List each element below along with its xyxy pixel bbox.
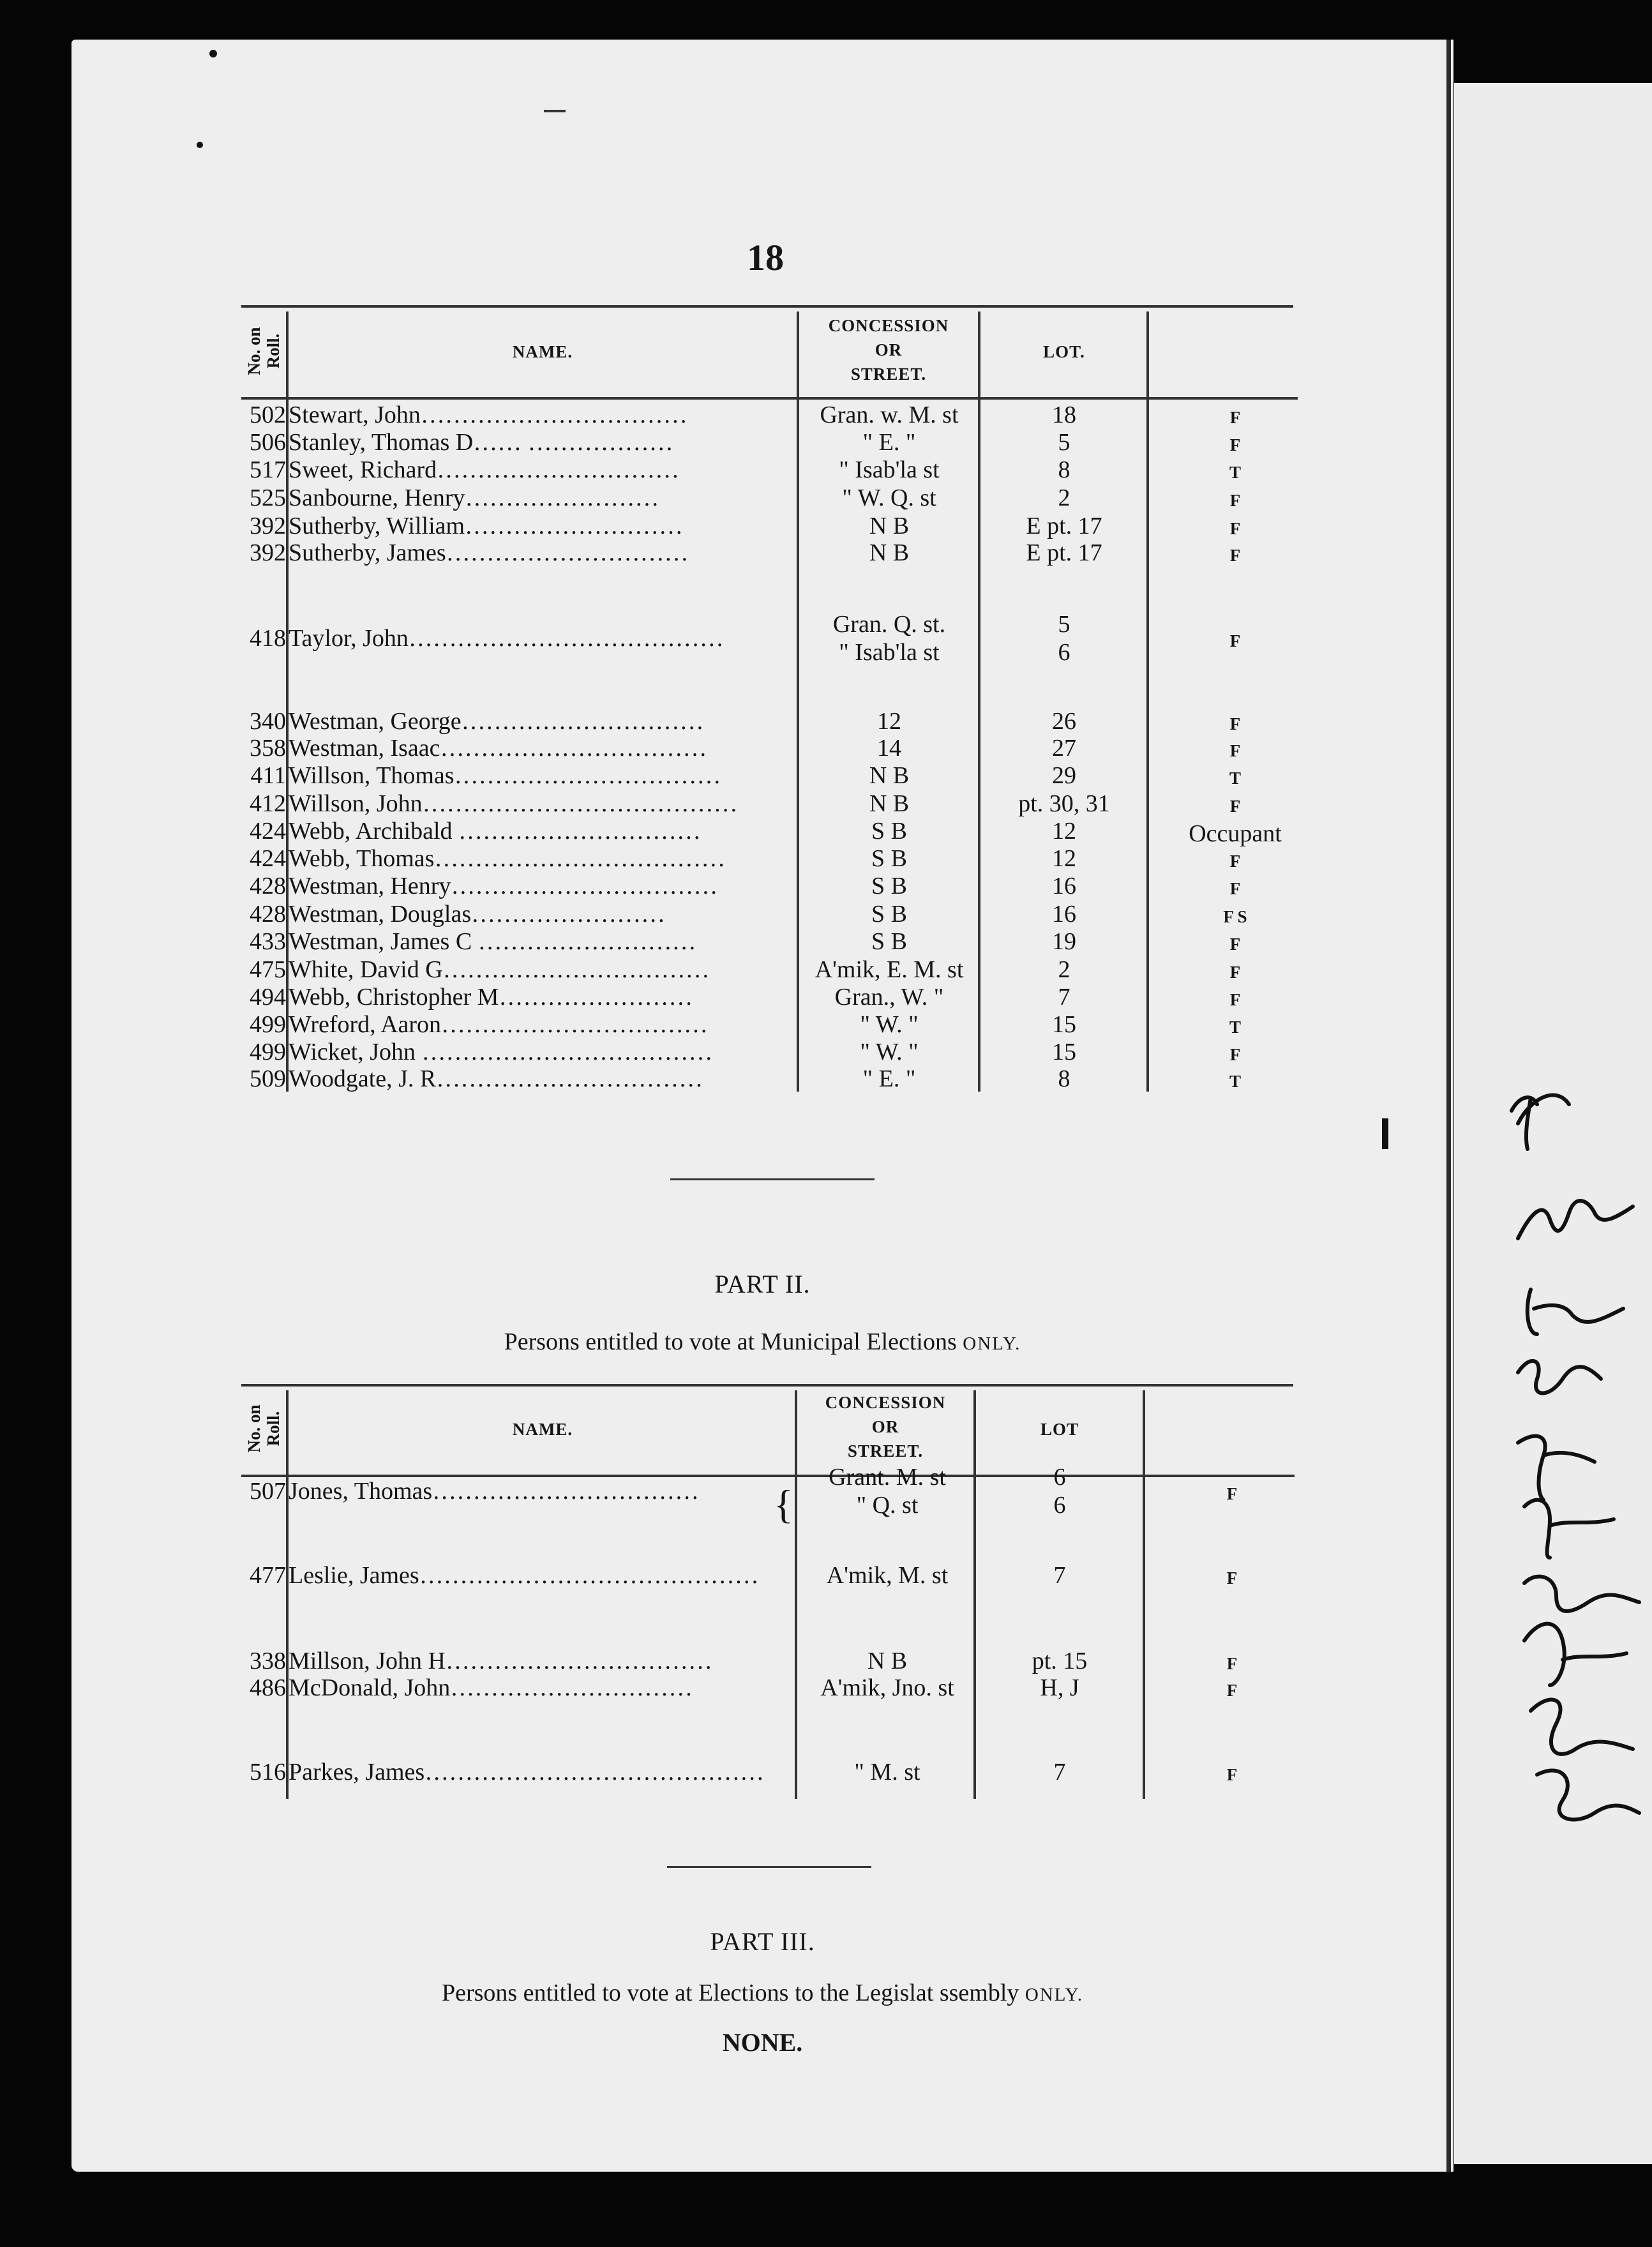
part3-subheading: Persons entitled to vote at Elections to the Legislat ssembly ONLY. <box>441 1980 1084 2006</box>
voter-name: Stanley, Thomas D…… ……………… <box>289 429 673 456</box>
voter-name: Willson, Thomas…………………………… <box>289 762 721 789</box>
rule <box>241 305 1293 308</box>
roll-number: 507 <box>250 1478 286 1505</box>
lot: H, J <box>1040 1674 1079 1701</box>
voter-name: Wicket, John ……………………………… <box>289 1039 713 1065</box>
roll-number: 392 <box>250 513 286 539</box>
title-code: F <box>1229 879 1241 898</box>
title-code: T <box>1229 769 1241 788</box>
voter-name: Taylor, John………………………………… <box>289 625 724 652</box>
voter-name: Westman, Henry…………………………… <box>289 873 718 899</box>
concession: S B <box>871 873 907 899</box>
title-code: Occupant <box>1189 820 1282 847</box>
voter-name: Webb, Thomas……………………………… <box>289 845 726 872</box>
roll-number: 392 <box>250 539 286 566</box>
concession: Gran. Q. st. <box>832 611 946 638</box>
roll-number: 509 <box>250 1065 286 1092</box>
roll-number: 424 <box>250 818 286 845</box>
part3-none: NONE. <box>722 2028 803 2057</box>
lot: E pt. 17 <box>1026 539 1102 566</box>
roll-number: 502 <box>250 402 286 428</box>
roll-number: 475 <box>250 956 286 983</box>
header-concession: CONCESSION OR STREET. <box>825 1393 946 1461</box>
lot: 5 <box>1058 611 1070 638</box>
header-no-on-roll: No. on Roll. <box>244 327 283 375</box>
title-code: F <box>1229 546 1241 565</box>
title-code: F <box>1229 714 1241 733</box>
concession: N B <box>869 539 910 566</box>
roll-number: 412 <box>250 790 286 817</box>
title-code: F <box>1226 1568 1238 1588</box>
separator-rule <box>670 1178 875 1180</box>
concession: A'mik, Jno. st <box>820 1674 954 1701</box>
roll-number: 499 <box>250 1011 286 1038</box>
header-name: NAME. <box>512 1420 573 1439</box>
lot: 15 <box>1052 1011 1076 1038</box>
concession: " Isab'la st <box>839 639 940 666</box>
roll-number: 517 <box>250 456 286 483</box>
bracket-brace: { <box>774 1482 793 1527</box>
concession: A'mik, E. M. st <box>815 956 964 983</box>
page-number: 18 <box>747 237 784 278</box>
voter-name: Leslie, James…………………………………… <box>289 1562 759 1589</box>
title-code: F <box>1229 1045 1241 1064</box>
lot: 6 <box>1053 1464 1066 1491</box>
concession: " W. Q. st <box>842 485 936 511</box>
roll-number: 428 <box>250 901 286 928</box>
concession: Gran., W. " <box>834 984 944 1011</box>
title-code: F <box>1229 631 1241 650</box>
title-code: F <box>1229 519 1241 538</box>
lot: E pt. 17 <box>1026 513 1102 539</box>
roll-number: 358 <box>250 735 286 762</box>
voter-name: Willson, John………………………………… <box>289 790 738 817</box>
concession: 14 <box>877 735 901 762</box>
lot: 8 <box>1058 456 1070 483</box>
roll-number: 424 <box>250 845 286 872</box>
voter-name: Jones, Thomas…………………………… <box>289 1478 700 1505</box>
concession: Grant. M. st <box>829 1464 946 1491</box>
concession: " M. st <box>854 1759 920 1785</box>
roll-number: 525 <box>250 485 286 511</box>
roll-number: 516 <box>250 1759 286 1785</box>
concession: N B <box>867 1648 908 1674</box>
voter-name: Woodgate, J. R…………………………… <box>289 1065 703 1092</box>
lot: 5 <box>1058 429 1070 456</box>
voter-name: Sanbourne, Henry…………………… <box>289 485 659 511</box>
lot: 7 <box>1053 1562 1066 1589</box>
header-lot: LOT <box>1040 1420 1079 1439</box>
column-rule <box>973 1390 976 1799</box>
lot: 8 <box>1058 1065 1070 1092</box>
title-code: F S <box>1223 907 1247 926</box>
title-code: F <box>1226 1654 1238 1673</box>
lot: pt. 15 <box>1032 1648 1088 1674</box>
voter-name: Wreford, Aaron…………………………… <box>289 1011 709 1038</box>
concession: Gran. w. M. st <box>820 402 959 428</box>
concession: S B <box>871 928 907 955</box>
lot: 29 <box>1052 762 1076 789</box>
title-code: F <box>1229 990 1241 1009</box>
lot: 15 <box>1052 1039 1076 1065</box>
title-code: T <box>1229 1072 1241 1091</box>
roll-number: 494 <box>250 984 286 1011</box>
lot: 18 <box>1052 402 1076 428</box>
concession: N B <box>869 762 910 789</box>
lot: 12 <box>1052 845 1076 872</box>
concession: S B <box>871 901 907 928</box>
scan-mark <box>1382 1118 1388 1149</box>
title-code: F <box>1229 963 1241 982</box>
voter-name: Webb, Christopher M…………………… <box>289 984 693 1011</box>
concession: " E. " <box>862 429 916 456</box>
title-code: F <box>1229 741 1241 760</box>
title-code: T <box>1229 1018 1241 1037</box>
page-fold <box>1446 40 1451 2172</box>
lot: 26 <box>1052 708 1076 735</box>
concession: 12 <box>877 708 901 735</box>
roll-number: 338 <box>250 1648 286 1674</box>
voter-name: Millson, John H…………………………… <box>289 1648 712 1674</box>
roll-number: 418 <box>250 625 286 652</box>
title-code: F <box>1229 491 1241 510</box>
roll-number: 486 <box>250 1674 286 1701</box>
lot: pt. 30, 31 <box>1018 790 1110 817</box>
title-code: F <box>1226 1484 1238 1503</box>
voter-name: White, David G…………………………… <box>289 956 710 983</box>
header-name: NAME. <box>512 342 573 361</box>
title-code: T <box>1229 463 1241 482</box>
scan-mark <box>544 110 566 112</box>
roll-number: 499 <box>250 1039 286 1065</box>
scan-speck <box>197 142 203 148</box>
title-code: F <box>1226 1681 1238 1700</box>
column-rule <box>1143 1390 1145 1799</box>
lot: 12 <box>1052 818 1076 845</box>
scan-speck <box>209 50 217 57</box>
title-code: F <box>1226 1765 1238 1784</box>
lot: 19 <box>1052 928 1076 955</box>
roll-number: 477 <box>250 1562 286 1589</box>
lot: 7 <box>1053 1759 1066 1785</box>
roll-number: 411 <box>250 762 286 789</box>
title-code: F <box>1229 852 1241 871</box>
voter-name: Westman, Douglas…………………… <box>289 901 666 928</box>
roll-number: 433 <box>250 928 286 955</box>
lot: 27 <box>1052 735 1076 762</box>
voter-name: Sutherby, William……………………… <box>289 513 684 539</box>
title-code: F <box>1229 935 1241 954</box>
concession: " W. " <box>860 1039 919 1065</box>
concession: S B <box>871 818 907 845</box>
voter-name: Westman, George………………………… <box>289 708 704 735</box>
handwriting-scribble <box>1454 894 1652 1851</box>
concession: " Isab'la st <box>839 456 940 483</box>
voter-name: Sweet, Richard………………………… <box>289 456 680 483</box>
part2-heading: PART II. <box>714 1270 811 1298</box>
part2-subheading: Persons entitled to vote at Municipal Elections ONLY. <box>504 1328 1021 1355</box>
lot: 2 <box>1058 485 1070 511</box>
voter-name: Parkes, James…………………………………… <box>289 1759 765 1785</box>
title-code: F <box>1229 435 1241 455</box>
rule <box>241 1384 1293 1387</box>
concession: " Q. st <box>856 1492 919 1519</box>
lot: 6 <box>1053 1492 1066 1519</box>
header-concession: CONCESSION OR STREET. <box>828 316 949 384</box>
roll-number: 340 <box>250 708 286 735</box>
column-rule <box>286 1390 289 1799</box>
concession: N B <box>869 790 910 817</box>
voter-name: Webb, Archibald ………………………… <box>289 818 702 845</box>
lot: 16 <box>1052 873 1076 899</box>
header-no-on-roll: No. on Roll. <box>244 1404 283 1453</box>
title-code: F <box>1229 797 1241 816</box>
voter-name: Westman, James C ……………………… <box>289 928 696 955</box>
title-code: F <box>1229 408 1241 427</box>
concession: A'mik, M. st <box>826 1562 949 1589</box>
lot: 6 <box>1058 639 1070 666</box>
rule <box>241 397 1298 400</box>
voter-name: Westman, Isaac…………………………… <box>289 735 707 762</box>
header-lot: LOT. <box>1043 342 1085 361</box>
voter-name: Stewart, John…………………………… <box>289 402 687 428</box>
lot: 7 <box>1058 984 1070 1011</box>
lot: 16 <box>1052 901 1076 928</box>
concession: S B <box>871 845 907 872</box>
separator-rule <box>667 1866 871 1868</box>
voter-name: McDonald, John………………………… <box>289 1674 693 1701</box>
roll-number: 506 <box>250 429 286 456</box>
concession: " W. " <box>860 1011 919 1038</box>
part3-heading: PART III. <box>710 1927 815 1956</box>
roll-number: 428 <box>250 873 286 899</box>
lot: 2 <box>1058 956 1070 983</box>
concession: " E. " <box>862 1065 916 1092</box>
voter-name: Sutherby, James………………………… <box>289 539 689 566</box>
concession: N B <box>869 513 910 539</box>
